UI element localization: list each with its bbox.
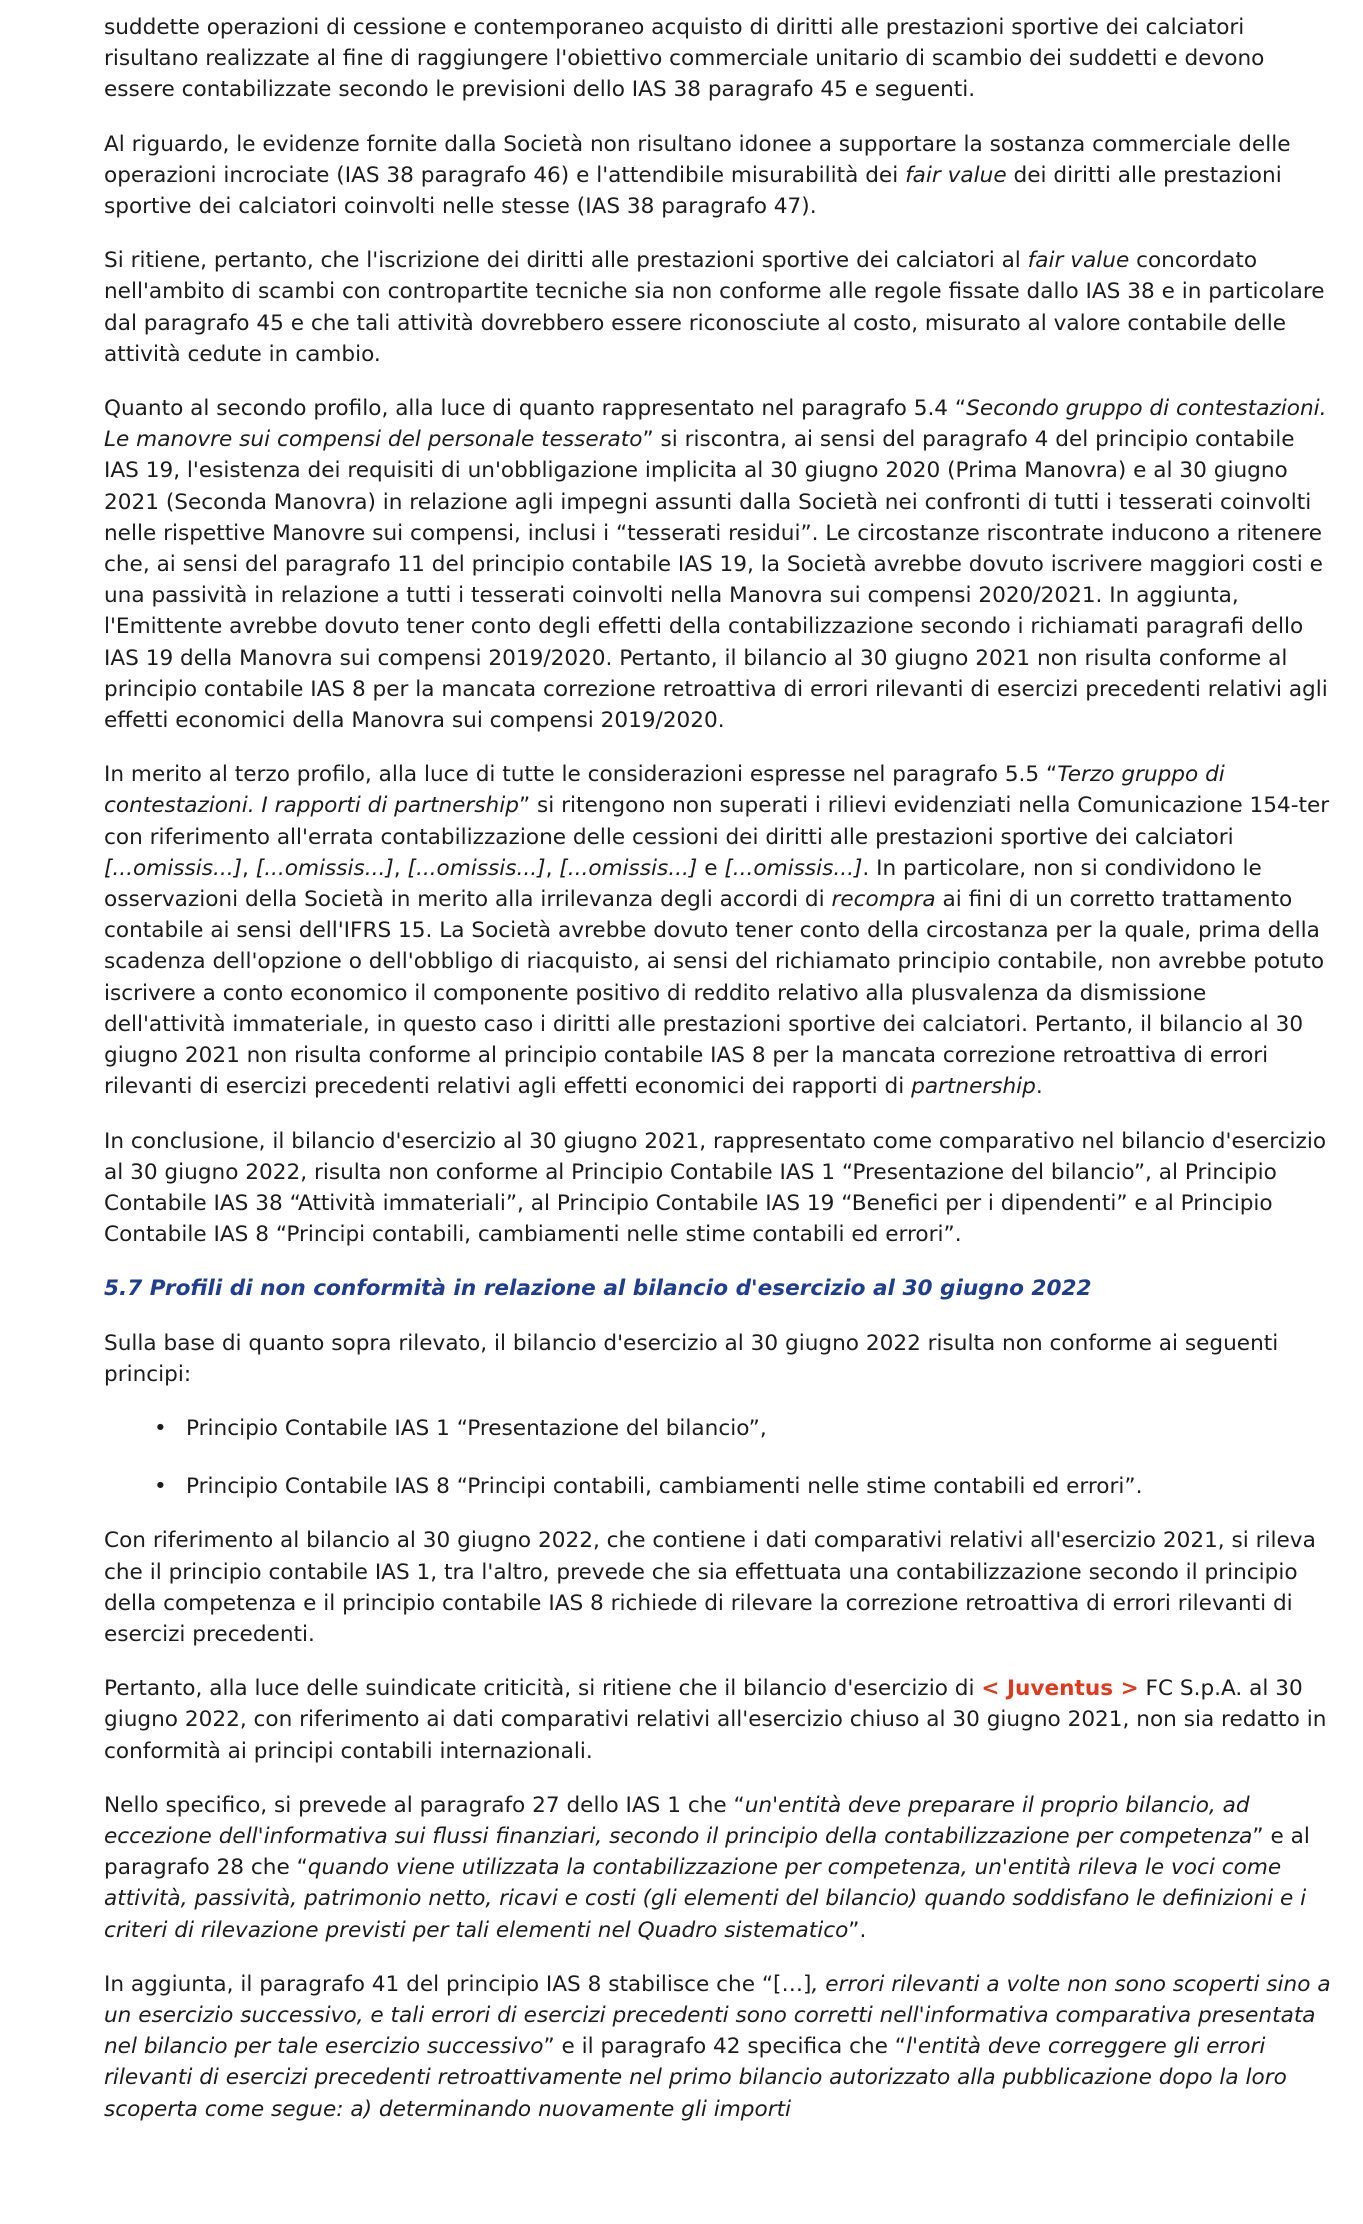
italic-text: [...omissis...] bbox=[724, 855, 863, 881]
paragraph-p4 bbox=[104, 393, 1334, 736]
paragraph-p6 bbox=[104, 1126, 1334, 1251]
italic-text: partnership bbox=[911, 1074, 1036, 1100]
italic-text: recompra bbox=[831, 887, 936, 913]
italic-text: fair value bbox=[905, 162, 1007, 188]
text-segment: ” si riscontra, ai sensi del paragrafo 4 del principio contabile IAS 19, l'esistenza dei requisiti di un'obbligazione implicita al 30 giugno 2020 (Prima Manovra) e al 30 giugno 2021 (Seconda Manovra) in relazione agli impegni assunti dalla Società nei confronti di tutti i tesserati coinvolti nelle rispettive Manovre sui compensi, inclusi i “tesserati residui”. Le circostanze riscontrate inducono a ritenere che, ai sensi del paragrafo 11 del principio contabile IAS 19, la Società avrebbe dovuto iscrivere maggiori costi e una passività in relazione a tutti i tesserati coinvolti nella Manovra sui compensi 2020/2021. In aggiunta, l'Emittente avrebbe dovuto tener conto degli effetti della contabilizzazione secondo i richiamati paragrafi dello IAS 19 della Manovra sui compensi 2019/2020. Pertanto, il bilancio al 30 giugno 2021 non risulta conforme al principio contabile IAS 8 per la mancata correzione retroattiva di errori rilevanti di esercizi precedenti relativi agli effetti economici della Manovra sui compensi 2019/2020. bbox=[104, 427, 1328, 734]
text-segment: In conclusione, il bilancio d'esercizio al 30 giugno 2021, rappresentato come comparativo nel bilancio d'esercizio al 30 giugno 2022, risulta non conforme al Principio Contabile IAS 1 “Presentazione del bilancio”, al Principio Contabile IAS 38 “Attività immateriali”, al Principio Contabile IAS 19 “Benefici per i dipendenti” e al Principio Contabile IAS 8 “Principi contabili, cambiamenti nelle stime contabili ed errori”. bbox=[104, 1128, 1327, 1248]
paragraph-p9 bbox=[104, 1673, 1334, 1767]
text-segment: FC S.p.A. al 30 giugno 2022, con riferimento ai dati comparativi relativi all'esercizio chiuso al 30 giugno 2021, non sia redatto in conformità ai principi contabili internazionali. bbox=[104, 1676, 1327, 1764]
text-segment: In merito al terzo profilo, alla luce di tutte le considerazioni espresse nel paragrafo 5.5 “ bbox=[104, 762, 1058, 788]
text-segment: , bbox=[242, 855, 256, 881]
paragraph-p8 bbox=[104, 1525, 1334, 1650]
paragraph-p7 bbox=[104, 1328, 1334, 1390]
bullet-item: • Principio Contabile IAS 8 “Principi contabili, cambiamenti nelle stime contabili ed errori”. bbox=[104, 1471, 1334, 1502]
bullet-item: • Principio Contabile IAS 1 “Presentazione del bilancio”, bbox=[104, 1413, 1334, 1444]
italic-text: [...omissis...] bbox=[407, 855, 546, 881]
text-segment: Si ritiene, pertanto, che l'iscrizione dei diritti alle prestazioni sportive dei calciatori al bbox=[104, 248, 1028, 274]
text-segment: Pertanto, alla luce delle suindicate criticità, si ritiene che il bilancio d'esercizio di bbox=[104, 1676, 982, 1702]
text-segment: ai fini di un corretto trattamento contabile ai sensi dell'IFRS 15. La Società avrebbe dovuto tener conto della circostanza per la quale, prima della scadenza dell'opzione o dell'obbligo di riacquisto, ai sensi del richiamato principio contabile, non avrebbe potuto iscrivere a conto economico il componente positivo di reddito relativo alla plusvalenza da dismissione dell'attività immateriale, in questo caso i diritti alle prestazioni sportive dei calciatori. Pertanto, il bilancio al 30 giugno 2021 non risulta conforme al principio contabile IAS 8 per la mancata correzione retroattiva di errori rilevanti di esercizi precedenti relativi agli effetti economici dei rapporti di bbox=[104, 887, 1325, 1100]
italic-text: fair value bbox=[1027, 248, 1130, 274]
text-segment: . In particolare, non si condividono le osservazioni della Società in merito alla irrilevanza degli accordi di bbox=[104, 855, 1262, 913]
text-segment: In aggiunta, il paragrafo 41 del principio IAS 8 stabilisce che “[…] bbox=[104, 1971, 812, 1997]
bullet-list bbox=[104, 1413, 1334, 1502]
text-segment: ” e il paragrafo 42 specifica che “ bbox=[543, 2034, 906, 2060]
text-segment: Con riferimento al bilancio al 30 giugno 2022, che contiene i dati comparativi relativi all'esercizio 2021, si rileva che il principio contabile IAS 1, tra l'altro, prevede che sia effettuata una contabilizzazione secondo il principio della competenza e il principio contabile IAS 8 richiede di rilevare la correzione retroattiva di errori rilevanti di esercizi precedenti. bbox=[104, 1528, 1316, 1647]
paragraph-p2 bbox=[104, 129, 1334, 223]
text-segment: ” si ritengono non superati i rilievi evidenziati nella Comunicazione 154-ter con riferimento all'errata contabilizzazione delle cessioni dei diritti alle prestazioni sportive dei calciatori bbox=[104, 793, 1330, 850]
paragraph-p1 bbox=[104, 12, 1334, 106]
body-text-section-1 bbox=[104, 12, 1334, 1250]
text-segment: ”. bbox=[848, 1917, 867, 1943]
text-segment: Sulla base di quanto sopra rilevato, il bilancio d'esercizio al 30 giugno 2022 risulta non conforme ai seguenti principi: bbox=[104, 1330, 1279, 1387]
paragraph-p10 bbox=[104, 1790, 1334, 1946]
paragraph-p11 bbox=[104, 1969, 1334, 2125]
text-segment: . bbox=[1035, 1074, 1043, 1100]
text-segment: suddette operazioni di cessione e contemporaneo acquisto di diritti alle prestazioni sportive dei calciatori risultano realizzate al fine di raggiungere l'obiettivo commerciale unitario di scambio dei suddetti e devono essere contabilizzate secondo le previsioni dello IAS 38 paragrafo 45 e seguenti. bbox=[104, 15, 1265, 103]
text-segment: ” e al paragrafo 28 che “ bbox=[104, 1823, 1310, 1881]
italic-text: [...omissis...] bbox=[255, 855, 394, 881]
text-segment: , bbox=[545, 855, 560, 881]
text-segment: concordato nell'ambito di scambi con contropartite tecniche sia non conforme alle regole fissate dallo IAS 38 e in particolare dal paragrafo 45 e che tali attività dovrebbero essere riconosciute al costo, misurato al valore contabile delle attività cedute in cambio. bbox=[104, 248, 1325, 367]
document-page bbox=[104, 12, 1334, 2148]
paragraph-p3 bbox=[104, 245, 1334, 370]
body-text-section-2 bbox=[104, 1328, 1334, 1390]
text-segment: dei diritti alle prestazioni sportive dei calciatori coinvolti nelle stesse (IAS 38 paragrafo 47). bbox=[104, 162, 1282, 220]
paragraph-p5 bbox=[104, 759, 1334, 1102]
italic-text: l'entità deve correggere gli errori rilevanti di esercizi precedenti retroattivamente nel primo bilancio autorizzato alla pubblicazione dopo la loro scoperta come segue: a) determinando nuovamente gli importi bbox=[104, 2034, 1287, 2122]
text-segment: Al riguardo, le evidenze fornite dalla Società non risultano idonee a supportare la sostanza commerciale delle operazioni incrociate (IAS 38 paragrafo 46) e l'attendibile misurabilità dei bbox=[104, 131, 1291, 188]
italic-text: [...omissis...] bbox=[559, 855, 698, 881]
italic-text: Secondo gruppo di contestazioni. Le manovre sui compensi del personale tesserato bbox=[104, 396, 1327, 453]
highlighted-company-name: < Juventus > bbox=[981, 1676, 1139, 1702]
text-segment: e bbox=[697, 855, 725, 881]
body-text-section-3 bbox=[104, 1525, 1334, 2124]
text-segment: Nello specifico, si prevede al paragrafo 27 dello IAS 1 che “ bbox=[104, 1792, 745, 1818]
italic-text: [...omissis...] bbox=[104, 855, 243, 881]
italic-text: , errori rilevanti a volte non sono scoperti sino a un esercizio successivo, e tali errori di esercizi precedenti sono corretti nell'informativa comparativa presentata nel bilancio per tale esercizio successivo bbox=[104, 1971, 1331, 2060]
text-segment: , bbox=[393, 855, 408, 881]
italic-text: quando viene utilizzata la contabilizzazione per competenza, un'entità rileva le voci come attività, passività, patrimonio netto, ricavi e costi (gli elementi del bilancio) quando soddisfano le definizioni e i criteri di rilevazione previsti per tali elementi nel Quadro sistematico bbox=[104, 1855, 1307, 1943]
italic-text: un'entità deve preparare il proprio bilancio, ad eccezione dell'informativa sui flussi finanziari, secondo il principio della contabilizzazione per competenza bbox=[104, 1792, 1253, 1849]
italic-text: Terzo gruppo di contestazioni. I rapporti di partnership bbox=[104, 762, 1225, 819]
section-heading: 5.7 Profili di non conformità in relazione al bilancio d'esercizio al 30 giugno 2022 bbox=[104, 1276, 1092, 1302]
text-segment: Quanto al secondo profilo, alla luce di quanto rappresentato nel paragrafo 5.4 “ bbox=[104, 396, 967, 422]
